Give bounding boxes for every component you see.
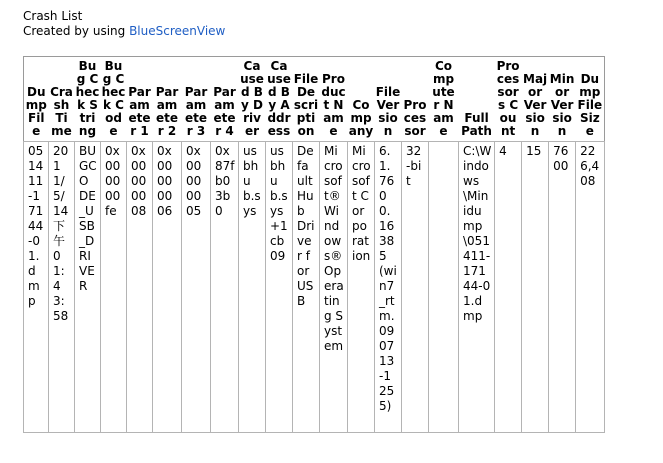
column-header-dump-file[interactable]: Dump File: [25, 85, 47, 138]
cell-computer-name: [429, 142, 459, 433]
cell-dump-file: 051411-17144-01.dmp: [24, 142, 49, 433]
column-header-bug-check-code[interactable]: Bug Check Code: [101, 59, 126, 138]
column-header-bug-check-string[interactable]: Bug Check String: [75, 59, 100, 138]
cell-bug-check-code: 0x000000fe: [101, 142, 127, 433]
column-header-full-path[interactable]: Full Path: [461, 111, 492, 138]
created-by-text: Created by using: [23, 24, 130, 38]
cell-company: Microsoft Corporation: [348, 142, 375, 433]
cell-dump-file-size: 226,408: [576, 142, 605, 433]
cell-parameter-1: 0x00000008: [127, 142, 153, 433]
column-header-product-name[interactable]: Product Name: [321, 72, 346, 138]
crash-list-table: [23, 56, 605, 433]
cell-file-version: 6.1.7600.16385 (win7_rtm.090713-1255): [375, 142, 402, 433]
report-title: Crash List: [23, 9, 83, 23]
column-header-crash-time[interactable]: Crash Time: [50, 85, 73, 138]
column-header-computer-name[interactable]: Computer Name: [432, 59, 455, 138]
cell-bug-check-string: BUGCODE_USB_DRIVER: [75, 142, 101, 433]
cell-full-path: C:\Windows\Minidump\051411-17144-01.dmp: [459, 142, 495, 433]
column-header-dump-file-size[interactable]: Dump File Size: [577, 72, 603, 138]
report-header: [23, 9, 225, 39]
column-header-file-version[interactable]: File Version: [375, 85, 401, 138]
cell-file-description: Default Hub Driver for USB: [293, 142, 320, 433]
cell-major-version: 15: [522, 142, 549, 433]
bluescreenview-link[interactable]: BlueScreenView: [129, 24, 226, 38]
column-header-caused-by-address[interactable]: Caused By Address: [267, 59, 291, 138]
created-by-line: [23, 24, 225, 39]
cell-product-name: Microsoft® Windows® Operating System: [320, 142, 348, 433]
column-header-processors-count[interactable]: Processors Count: [496, 59, 520, 138]
cell-parameter-3: 0x00000005: [182, 142, 211, 433]
column-header-major-version[interactable]: Major Version: [523, 72, 548, 138]
column-header-file-description[interactable]: File Description: [293, 72, 319, 138]
column-header-parameter-3[interactable]: Parameter 3: [184, 85, 208, 138]
column-header-processor[interactable]: Processor: [403, 98, 427, 138]
column-header-caused-by-driver[interactable]: Caused By Driver: [240, 59, 264, 138]
cell-processor: 32-bit: [402, 142, 429, 433]
table-row[interactable]: [24, 142, 605, 433]
column-header-parameter-4[interactable]: Parameter 4: [213, 85, 236, 138]
cell-caused-by-address: usbhub.sys+1cb09: [266, 142, 293, 433]
cell-crash-time: 2011/5/14 下午 01:43:58: [49, 142, 75, 433]
table-header-row: [24, 57, 605, 142]
cell-caused-by-driver: usbhub.sys: [239, 142, 266, 433]
column-header-minor-version[interactable]: Minor Version: [549, 72, 575, 138]
column-header-parameter-2[interactable]: Parameter 2: [155, 85, 179, 138]
cell-parameter-4: 0x87fb03b0: [211, 142, 239, 433]
column-header-company[interactable]: Company: [348, 98, 374, 138]
cell-processors-count: 4: [495, 142, 522, 433]
cell-minor-version: 7600: [549, 142, 576, 433]
cell-parameter-2: 0x00000006: [153, 142, 182, 433]
column-header-parameter-1[interactable]: Parameter 1: [128, 85, 151, 138]
